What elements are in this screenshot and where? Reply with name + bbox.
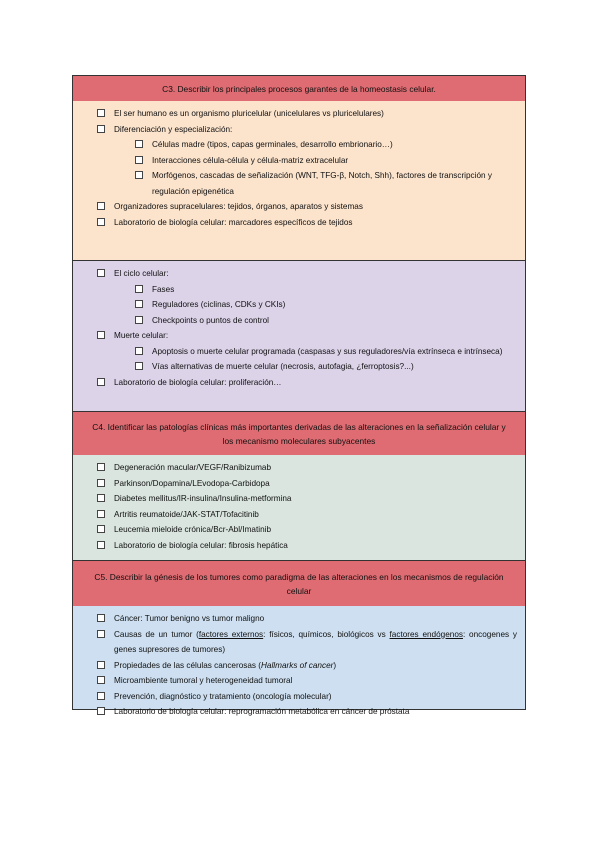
checkbox[interactable] (97, 494, 105, 502)
checklist-item (73, 106, 525, 122)
item-label: Morfógenos, cascadas de señalización (WNT, TFG-β, Notch, Shh), factores de transcripción y regulación epigenética (152, 171, 492, 196)
section-c3 (73, 76, 525, 261)
section-header: C5. Describir la génesis de los tumores como paradigma de las alteraciones en los mecanismos de regulación celular (73, 561, 525, 606)
text-run: Causas de un tumor ( (114, 629, 199, 639)
item-label: Artritis reumatoide/JAK-STAT/Tofacitinib (114, 509, 259, 519)
section-c3-cell-cycle (73, 261, 525, 412)
item-label: Leucemia mieloide crónica/Bcr-Abl/Imatinib (114, 525, 271, 534)
item-label: Reguladores (ciclinas, CDKs y CKIs) (152, 300, 286, 309)
item-label (114, 658, 517, 674)
checkbox[interactable] (97, 479, 105, 487)
section-body (73, 455, 525, 560)
section-body (73, 101, 525, 260)
checkbox[interactable] (97, 525, 105, 533)
checkbox[interactable] (135, 316, 143, 324)
checkbox[interactable] (135, 300, 143, 308)
item-label: El ser humano es un organismo pluricelular (unicelulares vs pluricelulares) (114, 109, 384, 118)
checkbox[interactable] (97, 707, 105, 715)
checkbox[interactable] (135, 285, 143, 293)
checklist-subitem (73, 153, 525, 169)
checkbox[interactable] (97, 614, 105, 622)
checklist-item (73, 476, 525, 492)
checkbox[interactable] (97, 125, 105, 133)
item-label: Cáncer: Tumor benigno vs tumor maligno (114, 614, 265, 623)
checkbox[interactable] (97, 630, 105, 638)
section-c4 (73, 412, 525, 561)
checkbox[interactable] (135, 362, 143, 370)
checklist-subitem (73, 282, 525, 298)
checklist-item (73, 658, 525, 674)
checkbox[interactable] (97, 218, 105, 226)
checkbox[interactable] (97, 541, 105, 549)
item-label: Diabetes mellitus/IR-insulina/Insulina-metformina (114, 494, 292, 503)
text-run: ) (333, 660, 337, 670)
checkbox[interactable] (97, 661, 105, 669)
checklist-item (73, 328, 525, 344)
checklist-item (73, 215, 525, 231)
checkbox[interactable] (97, 202, 105, 210)
section-header: C4. Identificar las patologías clínicas más importantes derivadas de las alteraciones en la señalización celular y los mecanismo moleculares subyacentes (73, 412, 525, 455)
item-label: Apoptosis o muerte celular programada (caspasas y sus reguladores/vía extrínseca e intrínseca) (152, 346, 503, 356)
checklist-subitem (73, 168, 525, 199)
item-label: Microambiente tumoral y heterogeneidad tumoral (114, 676, 293, 685)
checkbox[interactable] (135, 156, 143, 164)
checklist-document (72, 75, 526, 716)
item-label: Laboratorio de biología celular: proliferación… (114, 377, 282, 387)
checklist-subitem (73, 313, 525, 329)
item-label: Laboratorio de biología celular: marcadores específicos de tejidos (114, 217, 353, 227)
checklist-item (73, 673, 525, 689)
item-label: Parkinson/Dopamina/LEvodopa-Carbidopa (114, 478, 270, 488)
checklist-item (73, 538, 525, 554)
checklist-item (73, 491, 525, 507)
checkbox[interactable] (97, 676, 105, 684)
checkbox[interactable] (135, 140, 143, 148)
checklist-subitem (73, 297, 525, 313)
checkbox[interactable] (97, 269, 105, 277)
checkbox[interactable] (135, 171, 143, 179)
item-label: Muerte celular: (114, 331, 169, 340)
checklist-item (73, 199, 525, 215)
checklist-item (73, 507, 525, 523)
checkbox[interactable] (97, 109, 105, 117)
item-label: Laboratorio de biología celular: reprogramación metabólica en cáncer de próstata (114, 707, 410, 716)
checklist-item (73, 375, 525, 391)
checklist-item (73, 627, 525, 658)
checklist-item (73, 122, 525, 138)
item-label: Diferenciación y especialización: (114, 124, 233, 134)
checkbox[interactable] (135, 347, 143, 355)
item-label: Laboratorio de biología celular: fibrosis hepática (114, 540, 288, 550)
checkbox[interactable] (97, 378, 105, 386)
item-label: Degeneración macular/VEGF/Ranibizumab (114, 463, 272, 472)
underlined-term: factores endógenos (389, 629, 463, 639)
section-header: C3. Describir los principales procesos garantes de la homeostasis celular. (73, 76, 525, 101)
checklist-item (73, 266, 525, 282)
checklist-item (73, 522, 525, 538)
checklist-item (73, 611, 525, 627)
checklist-subitem (73, 344, 525, 360)
text-run: Propiedades de las células cancerosas ( (114, 660, 262, 670)
item-label: Prevención, diagnóstico y tratamiento (oncología molecular) (114, 691, 332, 701)
underlined-term: factores externos (198, 629, 264, 639)
item-label: Vías alternativas de muerte celular (necrosis, autofagia, ¿ferroptosis?...) (152, 362, 414, 371)
checklist-item (73, 689, 525, 705)
checklist-item (73, 704, 525, 720)
item-label: Células madre (tipos, capas germinales, desarrollo embrionario…) (152, 140, 393, 149)
checklist-subitem (73, 137, 525, 153)
item-label: El ciclo celular: (114, 269, 169, 278)
item-label (114, 627, 517, 658)
item-label: Interacciones célula-célula y célula-matriz extracelular (152, 155, 349, 165)
checklist-item (73, 460, 525, 476)
italic-term: Hallmarks of cancer (261, 660, 334, 670)
item-label: Fases (152, 284, 175, 294)
checklist-subitem (73, 359, 525, 375)
item-label: Checkpoints o puntos de control (152, 315, 269, 325)
section-c5 (73, 561, 525, 716)
section-body (73, 606, 525, 716)
item-label: Organizadores supracelulares: tejidos, órganos, aparatos y sistemas (114, 202, 363, 211)
text-run: : físicos, químicos, biológicos vs (263, 629, 390, 639)
checkbox[interactable] (97, 510, 105, 518)
checkbox[interactable] (97, 692, 105, 700)
text-run: : oncogenes y genes supresores de tumores) (114, 629, 518, 654)
checkbox[interactable] (97, 463, 105, 471)
section-body (73, 261, 525, 411)
checkbox[interactable] (97, 331, 105, 339)
